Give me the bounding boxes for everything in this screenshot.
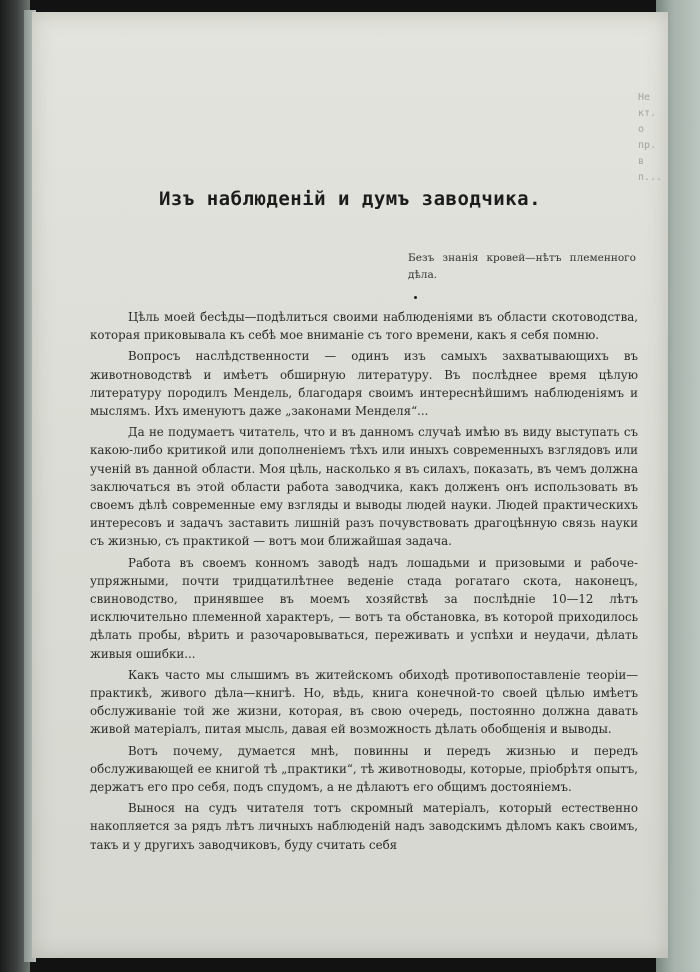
paragraph: Вопросъ наслѣдственности — одинъ изъ самыхъ захватывающихъ въ животноводствѣ и имѣетъ обширную литературу. Въ послѣднее время цѣлую литературу породилъ Мендель, благодаря своимъ интереснѣйшимъ наблюденіямъ и мыслямъ. Ихъ именуютъ даже „законами Менделя“... (90, 349, 638, 419)
ornament-dot (414, 296, 417, 299)
paragraph: Вынося на судъ читателя тотъ скромный матеріалъ, который естественно накопляется за рядъ лѣтъ личныхъ наблюденій надъ заводскимъ дѣломъ какъ своимъ, такъ и у другихъ заводчиковъ, буду считать себя (90, 801, 638, 852)
chapter-title: Изъ наблюденій и думъ заводчика. (158, 188, 542, 210)
bleed-through-text: Не кт. о пр. в п... (638, 92, 663, 183)
paragraph: Вотъ почему, думается мнѣ, повинны и передъ жизнью и передъ обслуживающей ее книгой тѣ „практики“, тѣ животноводы, которые, пріобрѣтя опытъ, держатъ его про себя, подъ спудомъ, а не дѣлаютъ его общимъ достояніемъ. (90, 743, 638, 795)
body-text (90, 308, 638, 857)
epigraph: Безъ знанія кровей—нѣтъ племенного дѣла. (408, 252, 636, 281)
book-page (32, 12, 668, 958)
paragraph: Какъ часто мы слышимъ въ житейскомъ обиходѣ противопоставленіе теоріи—практикѣ, живого дѣла—книгѣ. Но, вѣдь, книга конечной-то своей цѣлью имѣетъ обслуживаніе той же жизни, которая, въ свою очередь, постоянно должна давать живой матеріалъ, питая мысль, давая ей возможность дѣлать обобщенія и выводы. (90, 667, 638, 737)
paragraph: Работа въ своемъ конномъ заводѣ надъ лошадьми и призовыми и рабоче-упряжными, почти тридцатилѣтнее веденіе стада рогатаго скота, наконецъ, свиноводство, принявшее въ моемъ хозяйствѣ за послѣдніе 10—12 лѣтъ исключительно племенной характеръ, — вотъ та обстановка, въ которой приходилось дѣлать пробы, вѣрить и разочаровываться, переживать и успѣхи и неудачи, дѣлать живыя ошибки... (90, 555, 638, 661)
paragraph: Цѣль моей бесѣды—подѣлиться своими наблюденіями въ области скотоводства, которая приковывала къ себѣ мое вниманіе съ того времени, какъ я себя помню. (90, 310, 638, 343)
paragraph: Да не подумаетъ читатель, что и въ данномъ случаѣ имѣю въ виду выступать съ какою-либо критикой или дополненіемъ тѣхъ или иныхъ современныхъ взглядовъ или ученій въ данной области. Моя цѣль, насколько я въ силахъ, показать, въ чемъ должна заключаться въ этой области работа заводчика, какъ долженъ онъ использовать въ своемъ дѣлѣ современные ему взгляды и выводы людей науки. Людей практическихъ интересовъ и задачъ заставить лишній разъ почувствовать драгоцѣнную связь науки съ жизнью, съ практикой — вотъ мои ближайшая задача. (90, 425, 638, 549)
